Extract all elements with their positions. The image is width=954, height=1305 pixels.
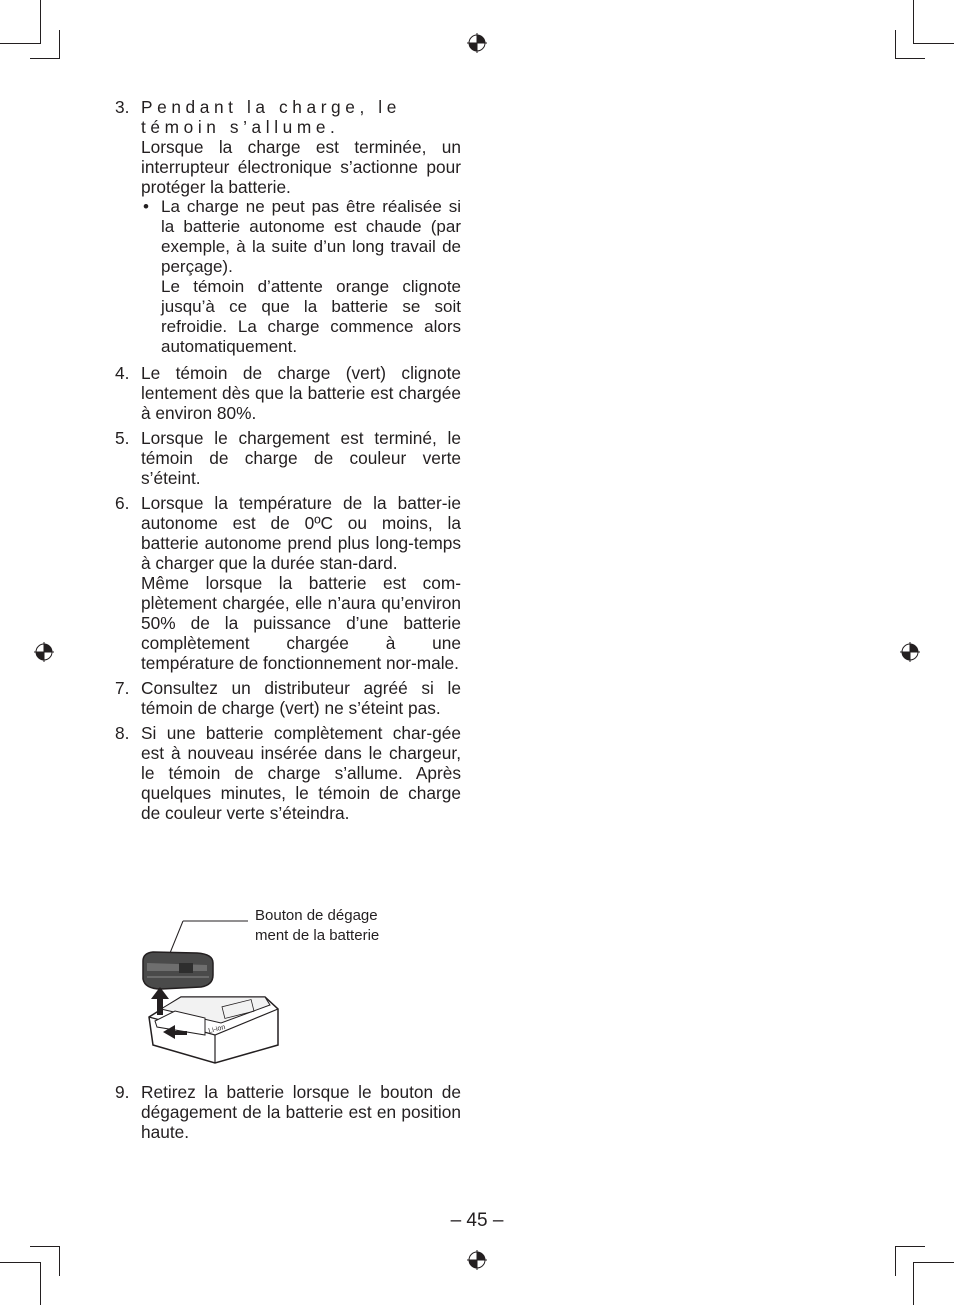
item-paragraph: Même lorsque la batterie est com-plètement chargée, elle n’aura qu’environ 50% de la puissance d’une batterie complètement chargée à une température de fonctionnement nor-male.: [141, 573, 461, 673]
battery-charger-illustration: [135, 905, 415, 1070]
crop-mark: [59, 1246, 60, 1276]
crop-mark: [895, 58, 925, 59]
bullet-paragraph: La charge ne peut pas être réalisée si la batterie autonome est chaude (par exemple, à la suite d’un long travail de perçage).: [161, 197, 461, 276]
crop-mark: [895, 1246, 925, 1247]
list-item: [115, 97, 461, 357]
bullet-note: [141, 197, 461, 357]
bullet-paragraph: Le témoin d’attente orange clignote jusqu’à ce que la batterie se soit refroidie. La charge commence alors automatiquement.: [161, 277, 461, 356]
caption-line: ment de la batterie: [255, 927, 380, 944]
item-paragraph: Retirez la batterie lorsque le bouton de dégagement de la batterie est en position haute.: [141, 1082, 461, 1142]
item-number: 9.: [115, 1082, 130, 1102]
crop-mark: [914, 43, 954, 44]
list-item: [115, 723, 461, 823]
item-number: 5.: [115, 428, 130, 448]
list-item: [115, 493, 461, 673]
item-paragraph: Lorsque le chargement est terminé, le témoin de charge de couleur verte s’éteint.: [141, 428, 461, 488]
svg-text:Li-ion: Li-ion: [207, 1024, 227, 1035]
registration-mark-icon: [467, 33, 487, 53]
list-item: [115, 363, 461, 423]
crop-mark: [40, 1262, 41, 1305]
list-item: [115, 428, 461, 488]
registration-mark-icon: [900, 642, 920, 662]
crop-mark: [913, 1262, 914, 1305]
registration-mark-icon: [34, 642, 54, 662]
crop-mark: [0, 43, 40, 44]
bullet-mark: •: [143, 197, 149, 216]
item-number: 4.: [115, 363, 130, 383]
crop-mark: [913, 0, 914, 44]
crop-mark: [0, 1262, 40, 1263]
item-number: 8.: [115, 723, 130, 743]
crop-mark: [30, 1246, 60, 1247]
list-item: [115, 678, 461, 718]
crop-mark: [40, 0, 41, 44]
item-paragraph: Le témoin de charge (vert) clignote lentement dès que la batterie est chargée à environ 80%.: [141, 363, 461, 423]
registration-mark-icon: [467, 1250, 487, 1270]
crop-mark: [914, 1262, 954, 1263]
item-paragraph: Si une batterie complètement char-gée est à nouveau insérée dans le chargeur, le témoin de charge s’allume. Après quelques minutes, le témoin de charge de couleur verte s’éteindra.: [141, 723, 461, 823]
list-item: [115, 1082, 461, 1142]
crop-mark: [59, 30, 60, 59]
crop-mark: [30, 58, 60, 59]
item-number: 6.: [115, 493, 130, 513]
item-paragraph: Consultez un distributeur agréé si le témoin de charge (vert) ne s’éteint pas.: [141, 678, 461, 718]
item-paragraph: Lorsque la température de la batter-ie autonome est de 0ºC ou moins, la batterie autonome prend plus long-temps à charger que la durée stan-dard.: [141, 493, 461, 573]
crop-mark: [895, 30, 896, 59]
crop-mark: [895, 1246, 896, 1276]
caption-line: Bouton de dégage: [255, 907, 378, 924]
item-number: 3.: [115, 97, 130, 117]
instruction-list: [115, 97, 461, 828]
item-number: 7.: [115, 678, 130, 698]
item-paragraph: Lorsque la charge est terminée, un interrupteur électronique s’actionne pour protéger la batterie.: [141, 137, 461, 197]
item-paragraph: Pendant la charge, le témoin s’allume.: [141, 97, 401, 137]
page-number: – 45 –: [450, 1210, 504, 1231]
